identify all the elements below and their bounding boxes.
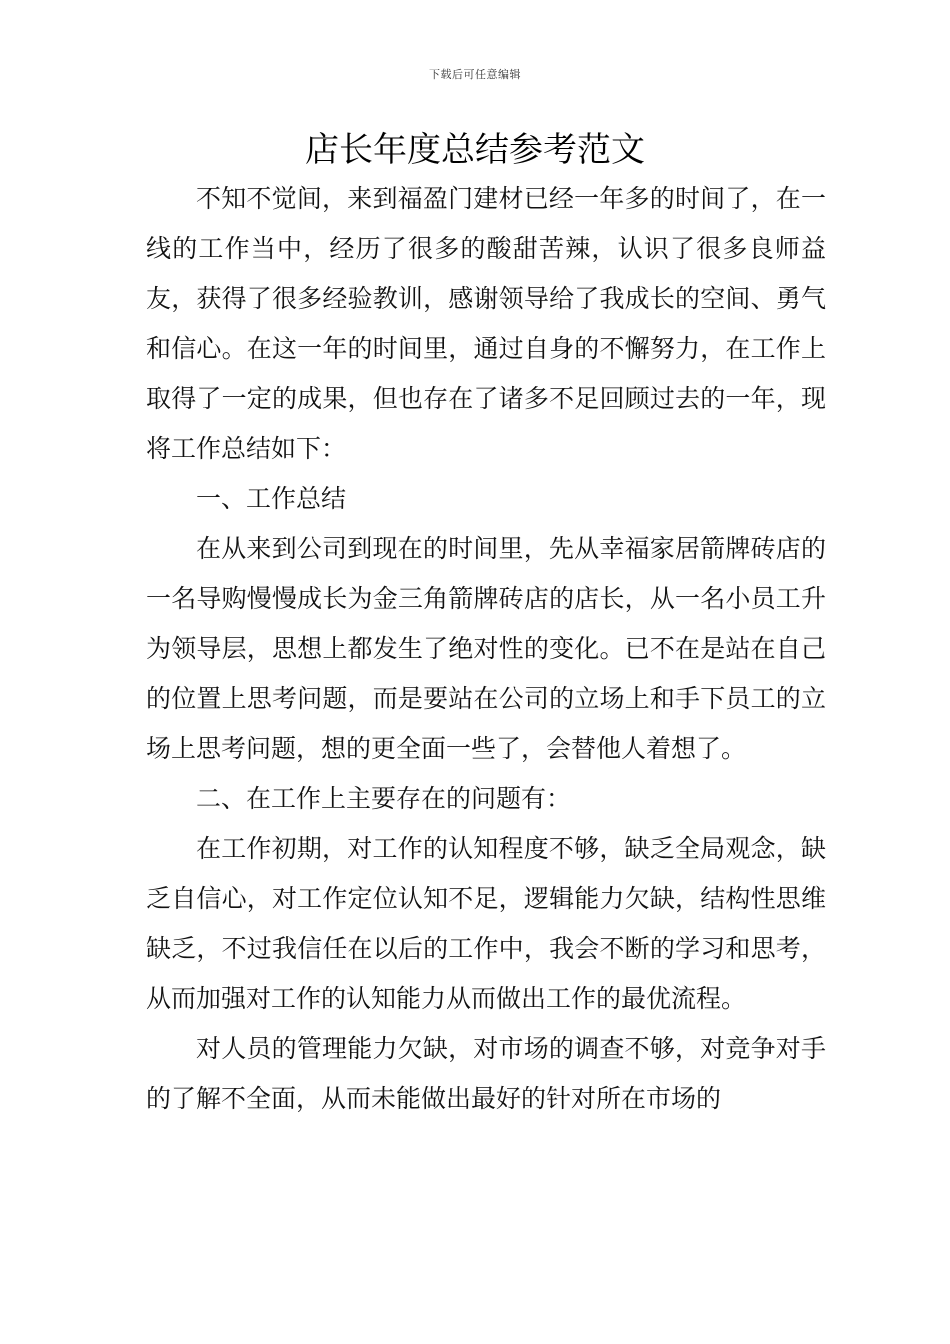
- paragraph-intro: 不知不觉间，来到福盈门建材已经一年多的时间了，在一线的工作当中，经历了很多的酸甜苦辣，认识了很多良师益友，获得了很多经验教训，感谢领导给了我成长的空间、勇气和信心。在这一年的时间里，通过自身的不懈努力，在工作上取得了一定的成果，但也存在了诸多不足回顾过去的一年，现将工作总结如下：: [146, 184, 826, 463]
- document-body: [146, 174, 826, 1124]
- paragraph-work-summary: 在从来到公司到现在的时间里，先从幸福家居箭牌砖店的一名导购慢慢成长为金三角箭牌砖店的店长，从一名小员工升为领导层，思想上都发生了绝对性的变化。已不在是站在自己的位置上思考问题，而是要站在公司的立场上和手下员工的立场上思考问题，想的更全面一些了，会替他人着想了。: [146, 534, 826, 763]
- header-note: 下载后可任意编辑: [429, 68, 521, 81]
- paragraph-problems-management: 对人员的管理能力欠缺，对市场的调查不够，对竞争对手的了解不全面，从而未能做出最好的针对所在市场的: [146, 1034, 826, 1113]
- section-heading-problems: 二、在工作上主要存在的问题有：: [196, 784, 572, 813]
- paragraph-problems-early: 在工作初期，对工作的认知程度不够，缺乏全局观念，缺乏自信心，对工作定位认知不足，逻辑能力欠缺，结构性思维缺乏，不过我信任在以后的工作中，我会不断的学习和思考，从而加强对工作的认知能力从而做出工作的最优流程。: [146, 834, 826, 1013]
- document-title: 店长年度总结参考范文: [305, 130, 645, 170]
- section-heading-work-summary: 一、工作总结: [196, 484, 347, 513]
